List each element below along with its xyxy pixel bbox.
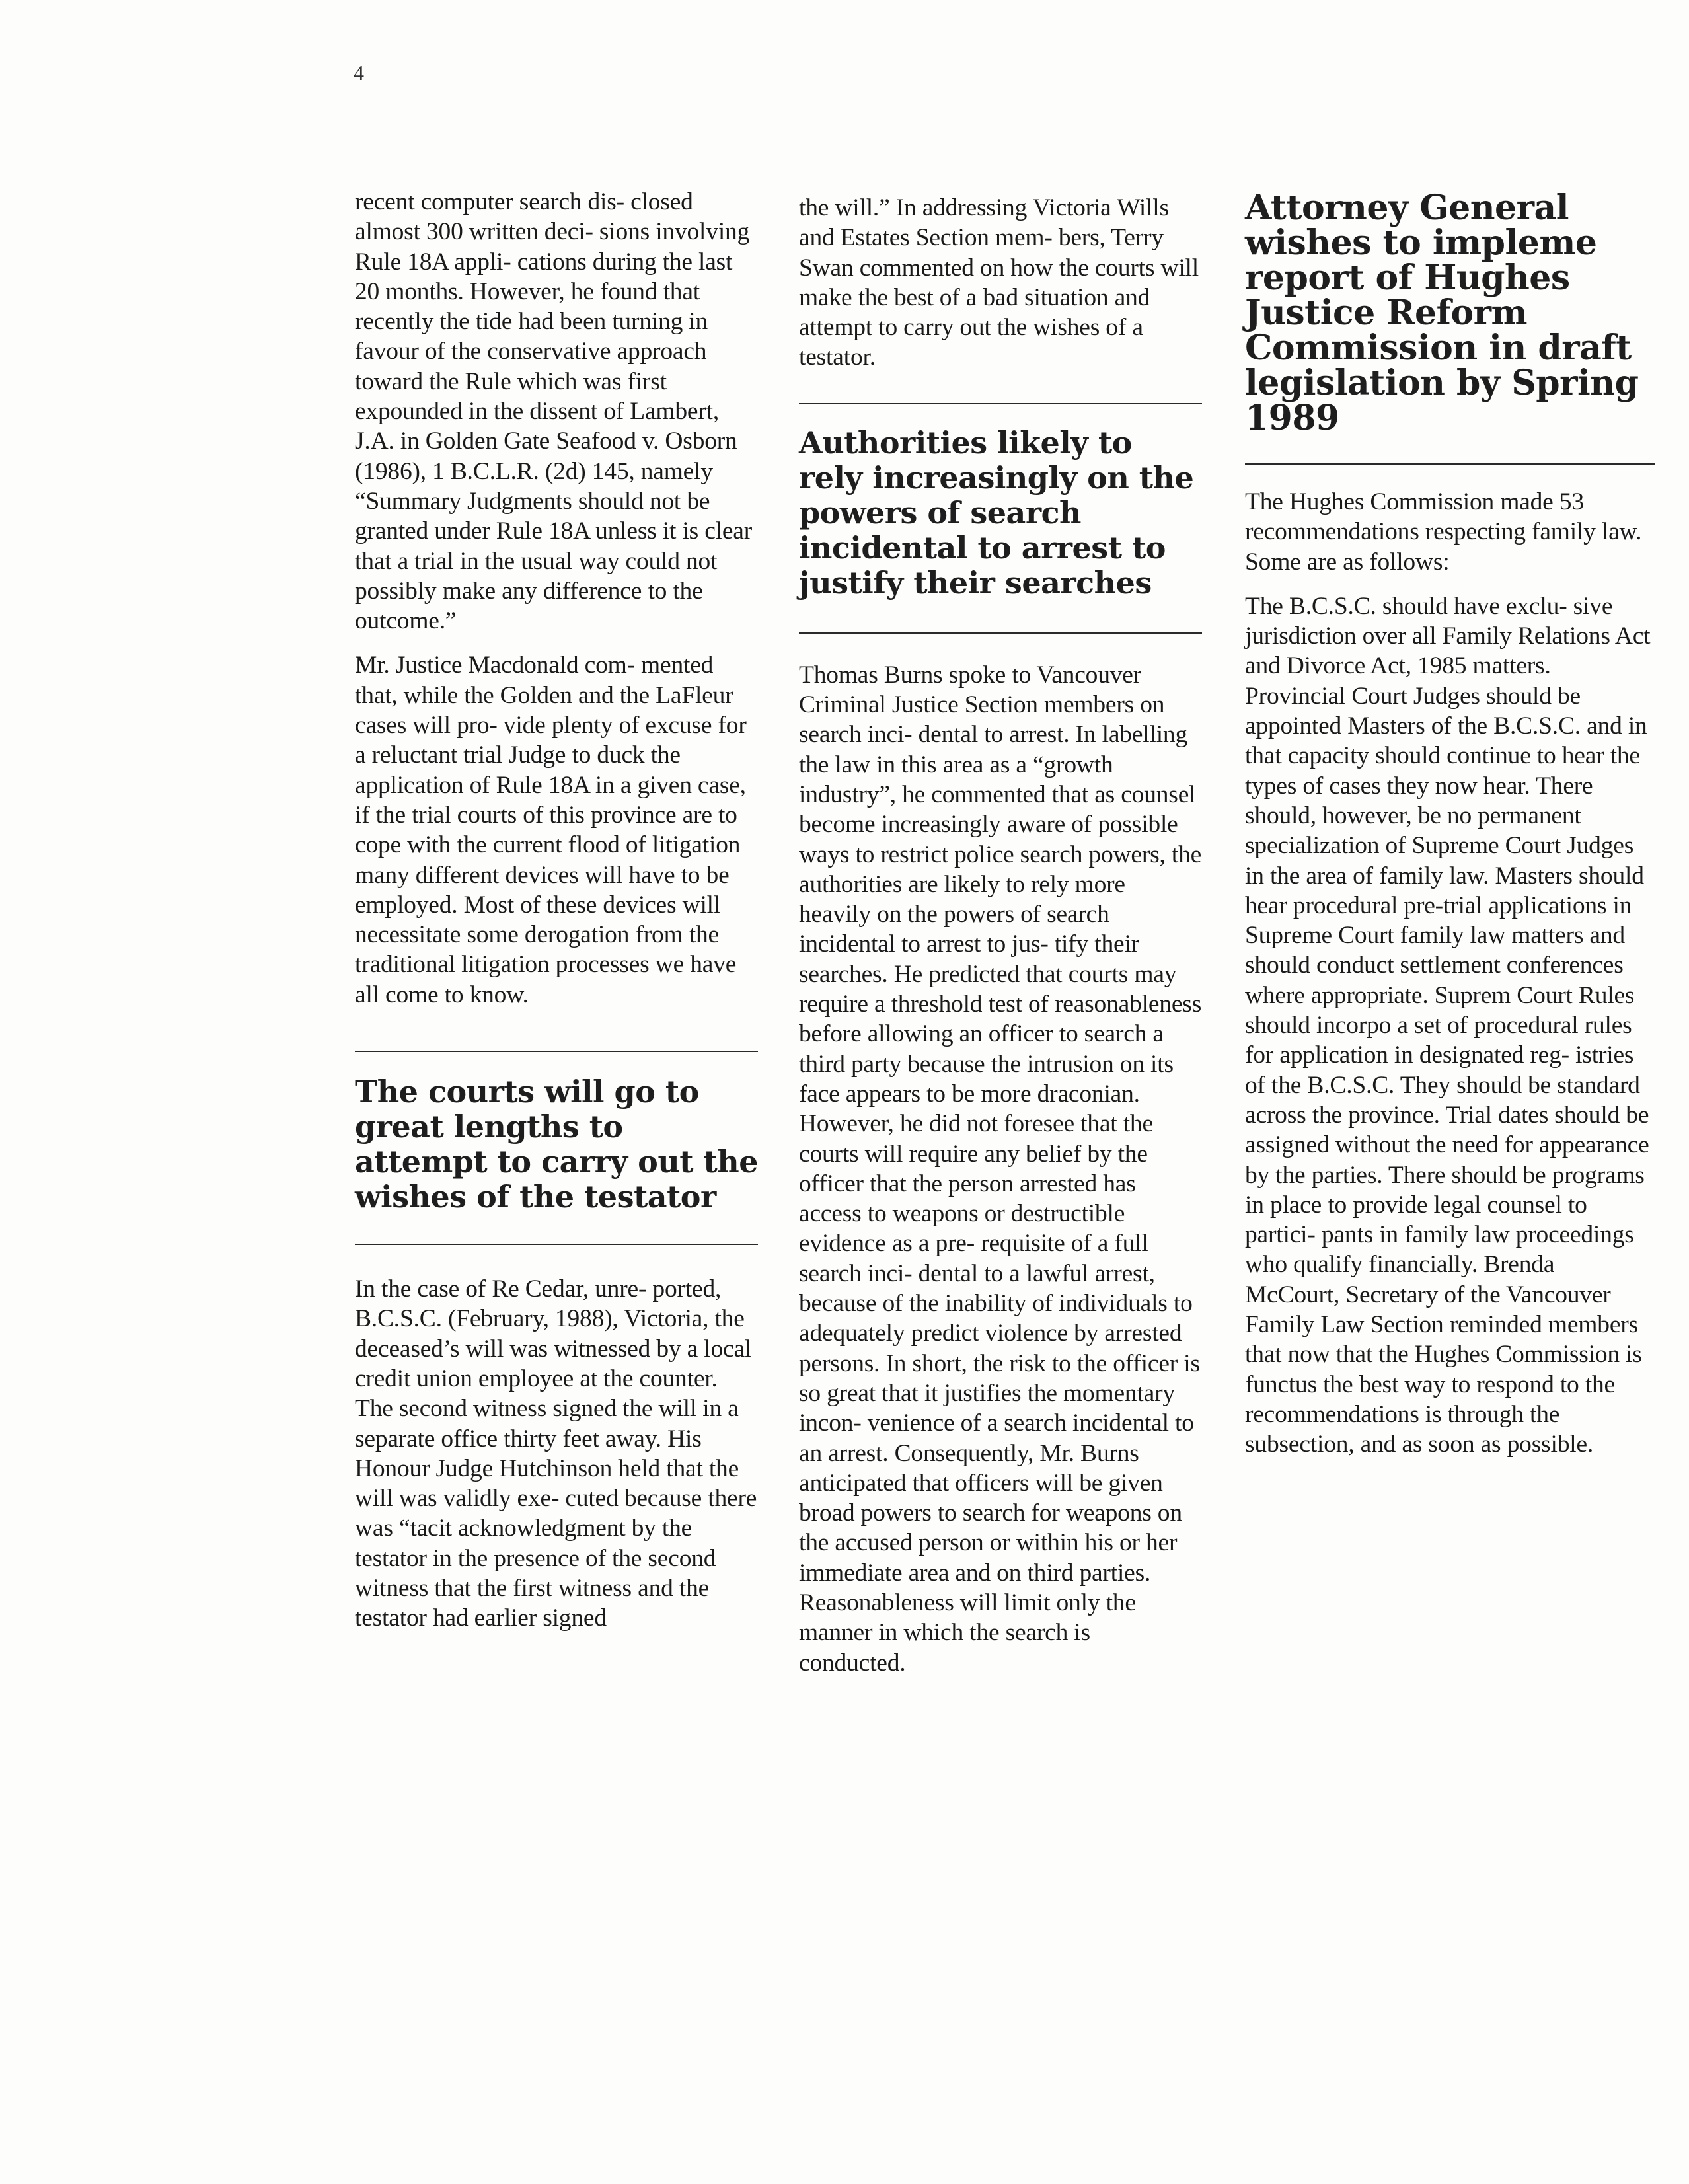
article-heading-search-incidental: Authorities likely to rely increasingly on the powers of search incidental to arrest to justify their searches: [799, 424, 1194, 601]
divider: [355, 1244, 758, 1245]
col1-paragraph-2: Mr. Justice Macdonald com- mented that, while the Golden and the LaFleur cases will pro- vide plenty of excuse for a reluctant trial Judge to duck the application of Rule 18A in a given case, if the trial courts of this province are to cope with the current flood of litigation many different devices will have to be employed. Most of these devices will necessitate some derogation from the traditional litigation processes we have all come to know.: [355, 652, 747, 1008]
col3-paragraph-1: The Hughes Commission made 53 recommendations respecting family law. Some are as follows:: [1245, 488, 1642, 576]
divider: [1245, 463, 1655, 465]
article-heading-testator: The courts will go to great lengths to attempt to carry out the wishes of the testator: [355, 1074, 758, 1215]
divider: [799, 403, 1202, 404]
col1-paragraph-1: recent computer search dis- closed almost 300 written deci- sions involving Rule 18A appli- cations during the last 20 months. However, he found that recently the tide had been turning in favour of the conservative approach toward the Rule which was first expounded in the dissent of Lambert, J.A. in Golden Gate Seafood v. Osborn (1986), 1 B.C.L.R. (2d) 145, namely “Summary Judgments should not be granted under Rule 18A unless it is clear that a trial in the usual way could not possibly make any difference to the outcome.”: [355, 188, 753, 635]
column-1: [355, 187, 758, 1648]
col1-paragraph-3: In the case of Re Cedar, unre- ported, B.C.S.C. (February, 1988), Victoria, the deceased’s will was witnessed by a local credit union employee at the counter. The second witness signed the will in a separate office thirty feet away. His Honour Judge Hutchinson held that the will was validly exe- cuted because there was “tacit acknowledgment by the testator in the presence of the second witness that the first witness and the testator had earlier signed: [355, 1275, 757, 1632]
col2-paragraph-1: the will.” In addressing Victoria Wills and Estates Section mem- bers, Terry Swan commented on how the courts will make the best of a bad situation and attempt to carry out the wishes of a testator.: [799, 194, 1199, 371]
col3-paragraph-2: The B.C.S.C. should have exclu- sive jurisdiction over all Family Relations Act and Divorce Act, 1985 matters. Provincial Court Judges should be appointed Masters of the B.C.S.C. and in that capacity should continue to hear the types of cases they now hear. There should, however, be no permanent specialization of Supreme Court Judges in the area of family law. Masters should hear procedural pre-trial applications in Supreme Court family law matters and should conduct settlement conferences where appropriate. Suprem Court Rules should incorpo a set of procedural rules for application in designated reg- istries of the B.C.S.C. They should be standard across the province. Trial dates should be assigned without the need for appearance by the parties. There should be programs in place to provide legal counsel to partici- pants in family law proceedings who qualify financially. Brenda McCourt, Secretary of the Vancouver Family Law Section reminded members that now that the Hughes Commission is functus the best way to respond to the recommendations is through the subsection, and as soon as possible.: [1245, 592, 1651, 1458]
page-number: 4: [354, 61, 364, 85]
divider: [799, 632, 1202, 634]
divider: [355, 1051, 758, 1052]
article-heading-attorney-general: Attorney General wishes to impleme report of Hughes Justice Reform Commission in draft legislation by Spring 1989: [1245, 188, 1639, 438]
column-3: [1245, 190, 1655, 1474]
column-2: [799, 193, 1202, 1692]
col2-paragraph-2: Thomas Burns spoke to Vancouver Criminal Justice Section members on search inci- dental to arrest. In labelling the law in this area as a “growth industry”, he commented that as counsel become increasingly aware of possible ways to restrict police search powers, the authorities are likely to rely more heavily on the powers of search incidental to arrest to jus- tify their searches. He predicted that courts may require a threshold test of reasonableness before allowing an officer to search a third party because the intrusion on its face appears to be more draconian. However, he did not foresee that the courts will require any belief by the officer that the person arrested has access to weapons or destructible evidence as a pre- requisite of a full search inci- dental to a lawful arrest, because of the inability of individuals to adequately predict violence by arrested persons. In short, the risk to the officer is so great that it justifies the momentary incon- venience of a search incidental to an arrest. Consequently, Mr. Burns anticipated that officers will be given broad powers to search for weapons on the accused person or within his or her immediate area and on third parties. Reasonableness will limit only the manner in which the search is conducted.: [799, 661, 1202, 1676]
